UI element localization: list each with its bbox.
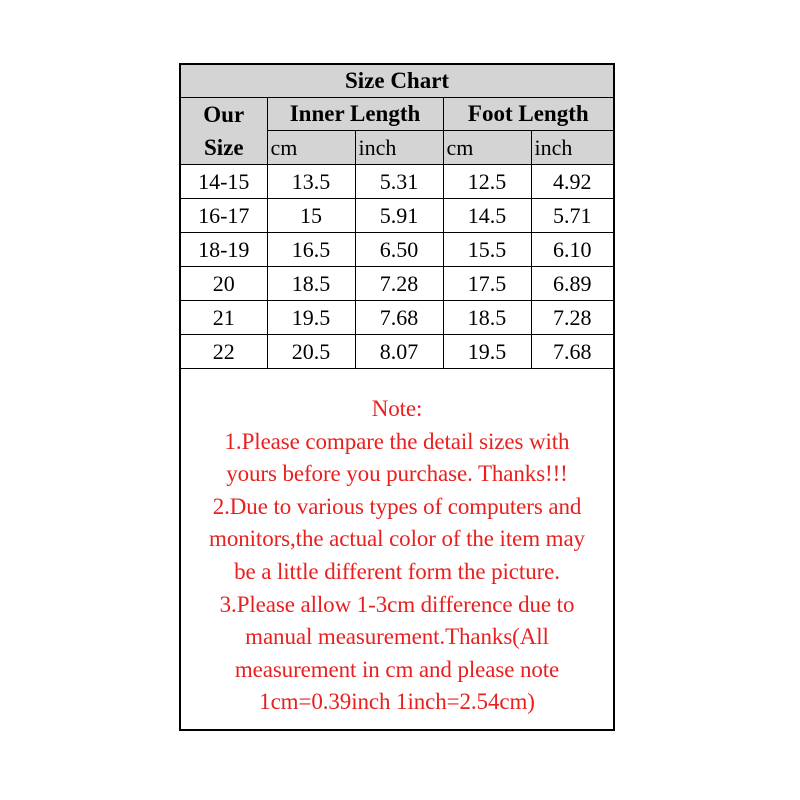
foot-inch-cell: 6.10 bbox=[531, 233, 613, 267]
our-size-header bbox=[181, 98, 267, 165]
note-line: yours before you purchase. Thanks!!! bbox=[226, 461, 568, 487]
note-block bbox=[181, 369, 613, 719]
our-size-cell: 22 bbox=[181, 335, 267, 369]
foot-cm-cell: 19.5 bbox=[443, 335, 531, 369]
foot-inch-cell: 6.89 bbox=[531, 267, 613, 301]
note-line: monitors,the actual color of the item may bbox=[209, 526, 585, 552]
unit-header-inch: inch bbox=[531, 131, 613, 165]
note-line: manual measurement.Thanks(All bbox=[245, 624, 549, 650]
inner-inch-cell: 7.28 bbox=[355, 267, 443, 301]
note-line: 3.Please allow 1-3cm difference due to bbox=[219, 591, 575, 617]
table-row bbox=[181, 199, 613, 233]
table-row bbox=[181, 267, 613, 301]
our-size-cell: 20 bbox=[181, 267, 267, 301]
size-rows bbox=[181, 165, 613, 369]
inner-inch-cell: 5.91 bbox=[355, 199, 443, 233]
inner-cm-cell: 20.5 bbox=[267, 335, 355, 369]
foot-cm-cell: 18.5 bbox=[443, 301, 531, 335]
foot-inch-cell: 4.92 bbox=[531, 165, 613, 199]
foot-cm-cell: 14.5 bbox=[443, 199, 531, 233]
note-line: 1cm=0.39inch 1inch=2.54cm) bbox=[259, 689, 535, 715]
foot-inch-cell: 7.28 bbox=[531, 301, 613, 335]
inner-inch-cell: 5.31 bbox=[355, 165, 443, 199]
foot-cm-cell: 12.5 bbox=[443, 165, 531, 199]
inner-length-header: Inner Length bbox=[267, 98, 443, 131]
note-line: be a little different form the picture. bbox=[234, 558, 560, 584]
foot-cm-cell: 17.5 bbox=[443, 267, 531, 301]
inner-cm-cell: 19.5 bbox=[267, 301, 355, 335]
note-line: 1.Please compare the detail sizes with bbox=[224, 428, 570, 454]
our-size-cell: 18-19 bbox=[181, 233, 267, 267]
inner-inch-cell: 8.07 bbox=[355, 335, 443, 369]
foot-cm-cell: 15.5 bbox=[443, 233, 531, 267]
note-heading: Note: bbox=[371, 396, 423, 421]
inner-inch-cell: 7.68 bbox=[355, 301, 443, 335]
our-size-label-line1: Our bbox=[203, 102, 245, 127]
our-size-cell: 21 bbox=[181, 301, 267, 335]
inner-cm-cell: 16.5 bbox=[267, 233, 355, 267]
inner-inch-cell: 6.50 bbox=[355, 233, 443, 267]
table-row bbox=[181, 301, 613, 335]
size-table bbox=[181, 65, 613, 369]
note-line: measurement in cm and please note bbox=[234, 656, 560, 682]
foot-length-header: Foot Length bbox=[443, 98, 613, 131]
table-row bbox=[181, 335, 613, 369]
our-size-label-line2: Size bbox=[203, 135, 244, 160]
foot-inch-cell: 7.68 bbox=[531, 335, 613, 369]
table-row bbox=[181, 233, 613, 267]
chart-title: Size Chart bbox=[181, 65, 613, 98]
size-chart bbox=[179, 63, 615, 731]
our-size-cell: 16-17 bbox=[181, 199, 267, 233]
our-size-cell: 14-15 bbox=[181, 165, 267, 199]
foot-inch-cell: 5.71 bbox=[531, 199, 613, 233]
note-line: 2.Due to various types of computers and bbox=[212, 493, 582, 519]
inner-cm-cell: 18.5 bbox=[267, 267, 355, 301]
unit-header-cm: cm bbox=[443, 131, 531, 165]
inner-cm-cell: 13.5 bbox=[267, 165, 355, 199]
inner-cm-cell: 15 bbox=[267, 199, 355, 233]
unit-header-cm: cm bbox=[267, 131, 355, 165]
unit-header-inch: inch bbox=[355, 131, 443, 165]
table-row bbox=[181, 165, 613, 199]
